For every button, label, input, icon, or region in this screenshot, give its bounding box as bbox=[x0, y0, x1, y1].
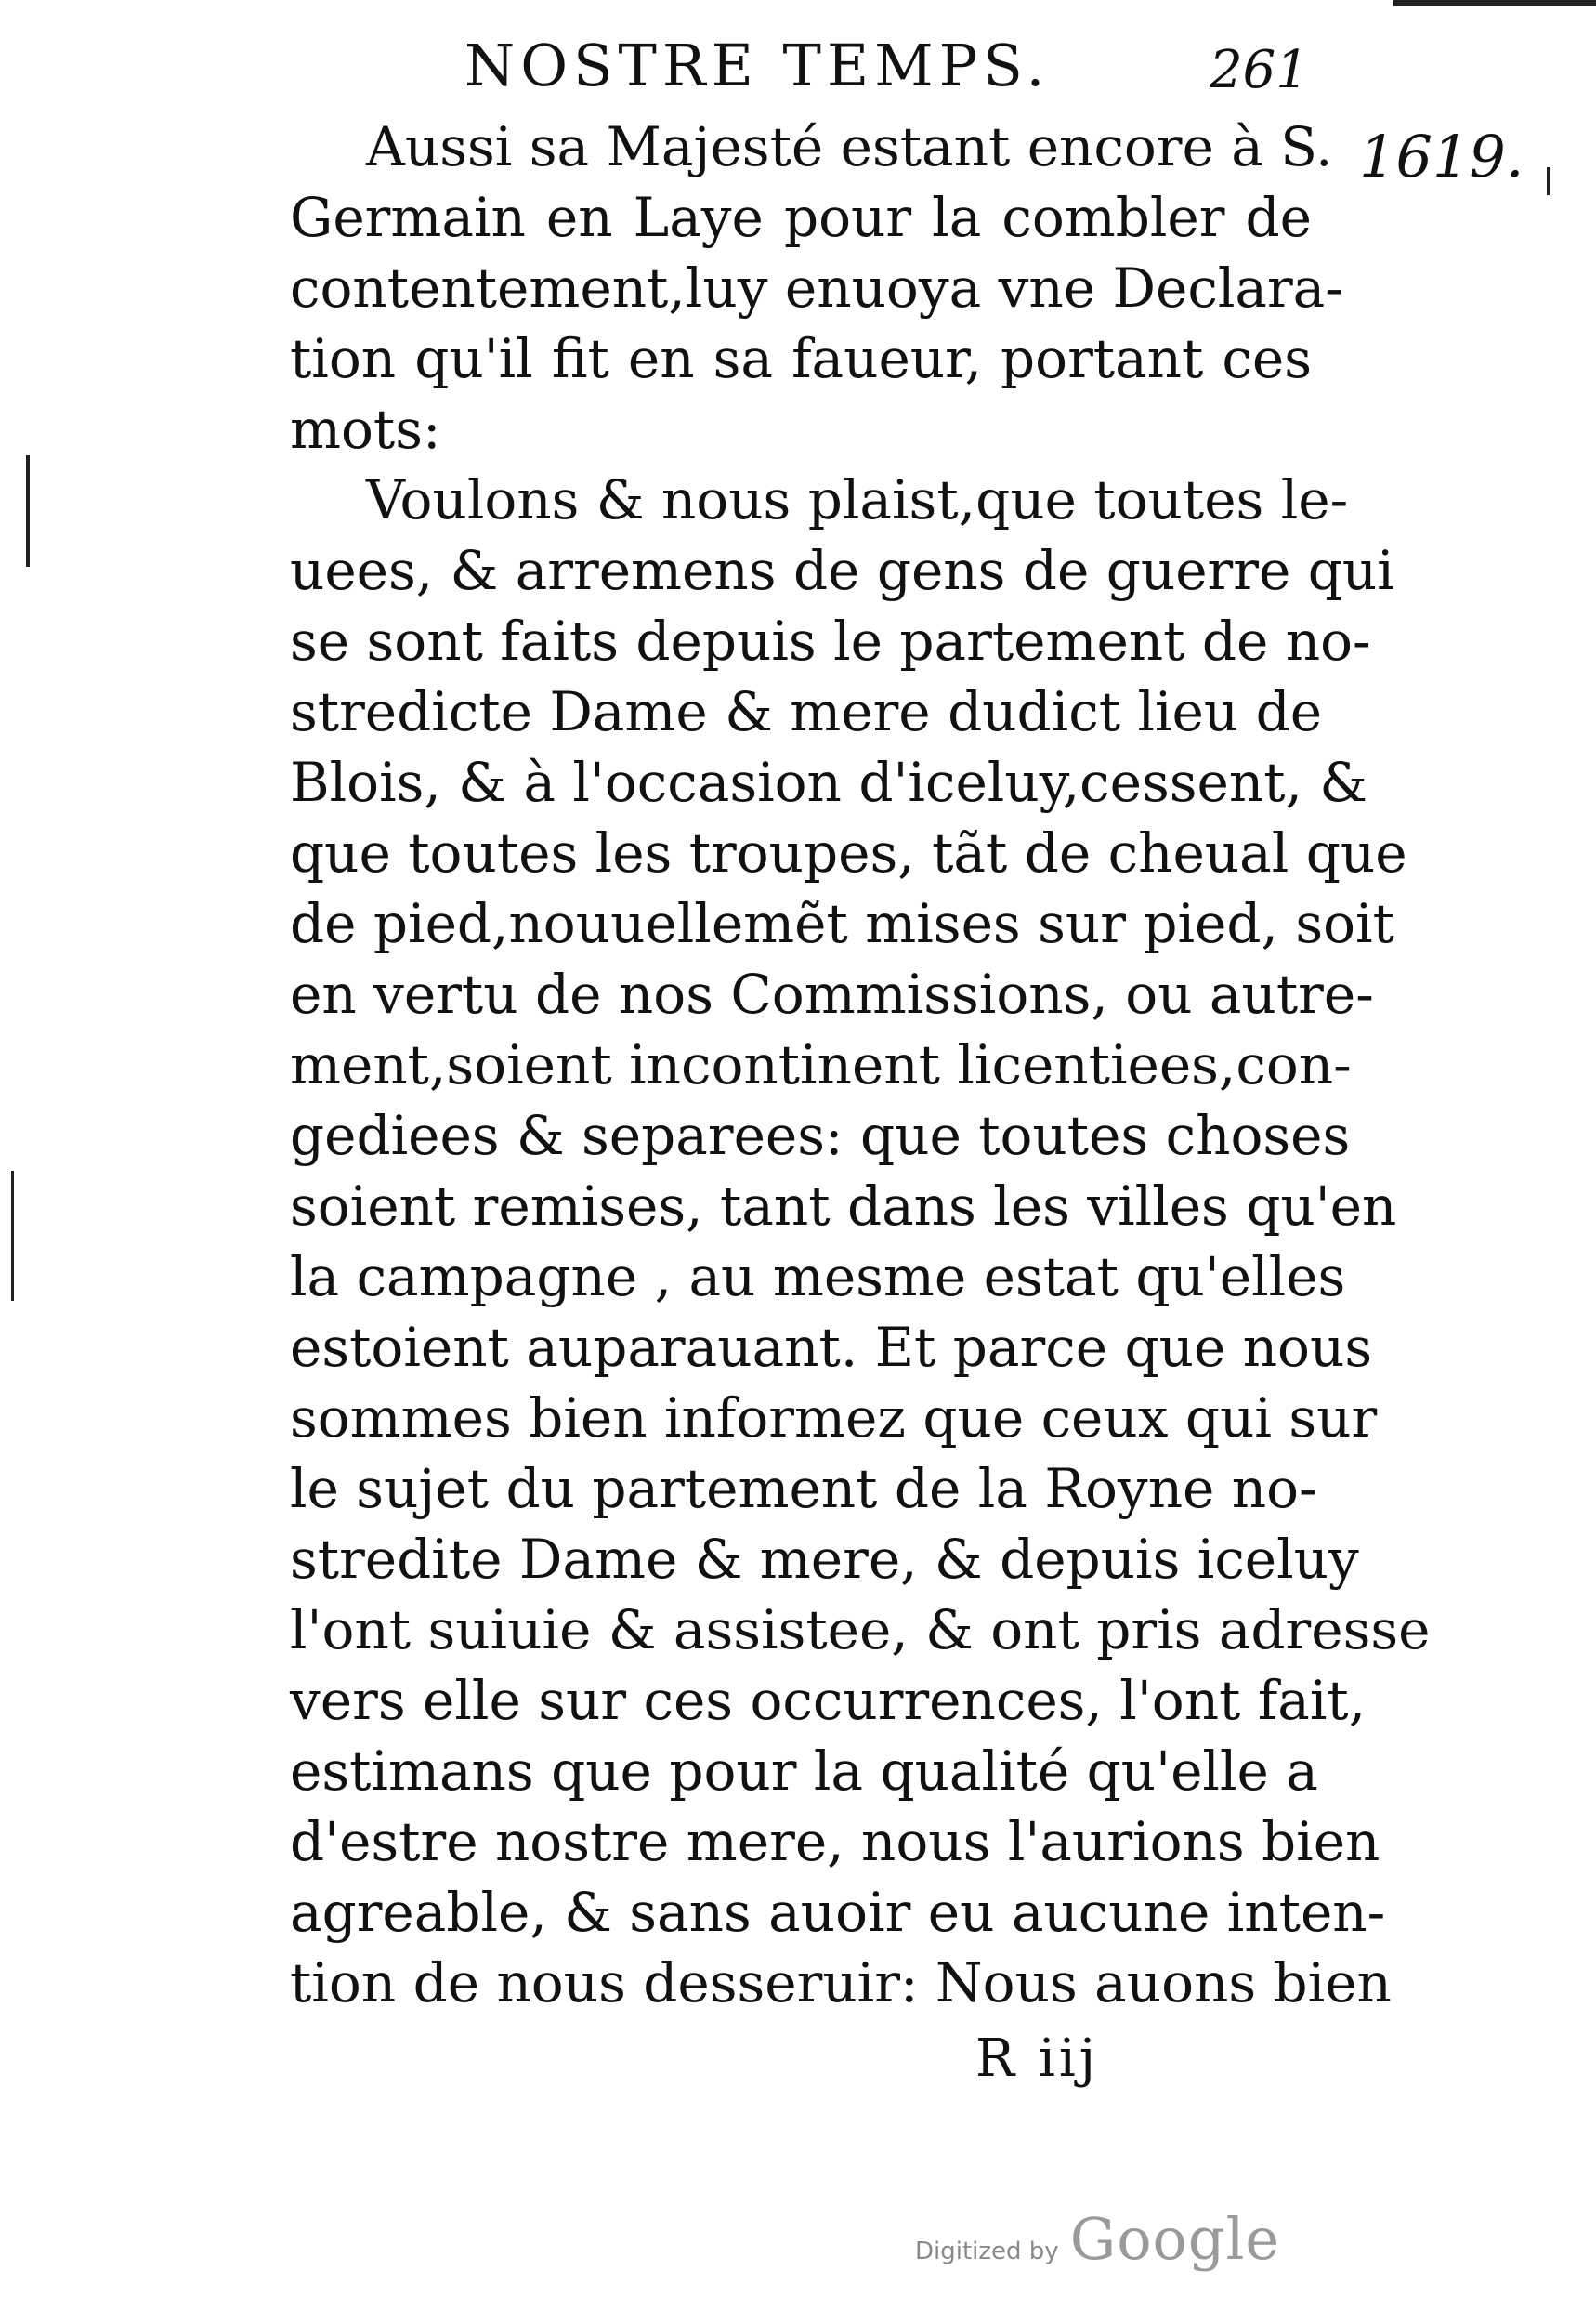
text-line: sommes bien informez que ceux qui sur bbox=[290, 1386, 1378, 1450]
text-line: Aussi sa Majesté estant encore à S. bbox=[366, 115, 1333, 178]
text-line: contentement,luy enuoya vne Declara- bbox=[290, 256, 1343, 320]
text-line: se sont faits depuis le partement de no- bbox=[290, 610, 1371, 673]
text-line: l'ont suiuie & assistee, & ont pris adresse bbox=[290, 1598, 1431, 1661]
text-line: en vertu de nos Commissions, ou autre- bbox=[290, 963, 1374, 1026]
text-line: Voulons & nous plaist,que toutes le- bbox=[366, 468, 1349, 532]
text-line: de pied,nouuellemẽt mises sur pied, soit bbox=[290, 892, 1394, 955]
digitized-watermark bbox=[915, 2205, 1280, 2273]
text-line: estimans que pour la qualité qu'elle a bbox=[290, 1739, 1318, 1803]
text-line: agreable, & sans auoir eu aucune inten- bbox=[290, 1881, 1386, 1944]
text-line: vers elle sur ces occurrences, l'ont fait, bbox=[290, 1669, 1367, 1732]
text-line: mots: bbox=[290, 398, 441, 461]
digitized-by-text: Digitized by bbox=[915, 2238, 1059, 2265]
signature-mark: R iij bbox=[975, 2028, 1100, 2089]
text-line: d'estre nostre mere, nous l'aurions bien bbox=[290, 1810, 1380, 1873]
text-line: stredicte Dame & mere dudict lieu de bbox=[290, 680, 1323, 743]
scan-edge-mark bbox=[1547, 167, 1550, 195]
scan-edge-mark bbox=[26, 455, 30, 567]
text-line: ment,soient incontinent licentiees,con- bbox=[290, 1033, 1352, 1096]
text-line: tion de nous desseruir: Nous auons bien bbox=[290, 1951, 1392, 2015]
body-text bbox=[290, 112, 1431, 2018]
google-logo: Google bbox=[1069, 2205, 1281, 2273]
text-line: stredite Dame & mere, & depuis iceluy bbox=[290, 1528, 1359, 1591]
text-line: Germain en Laye pour la combler de bbox=[290, 186, 1312, 249]
running-title: NOSTRE TEMPS. bbox=[464, 32, 1051, 99]
margin-year-note: 1619. bbox=[1359, 123, 1524, 190]
text-line: tion qu'il fit en sa faueur, portant ces bbox=[290, 327, 1312, 390]
text-line: estoient auparauant. Et parce que nous bbox=[290, 1316, 1373, 1379]
scan-edge-mark bbox=[1393, 0, 1596, 6]
text-line: gediees & separees: que toutes choses bbox=[290, 1104, 1351, 1167]
text-line: le sujet du partement de la Royne no- bbox=[290, 1457, 1317, 1520]
text-line: Blois, & à l'occasion d'iceluy,cessent, & bbox=[290, 751, 1367, 814]
text-line: la campagne , au mesme estat qu'elles bbox=[290, 1245, 1346, 1308]
text-line: uees, & arremens de gens de guerre qui bbox=[290, 539, 1394, 602]
text-line: que toutes les troupes, tãt de cheual que bbox=[290, 821, 1407, 885]
text-line: soient remises, tant dans les villes qu'en bbox=[290, 1175, 1397, 1238]
page-number: 261 bbox=[1210, 40, 1309, 100]
scan-edge-mark bbox=[11, 1171, 14, 1301]
